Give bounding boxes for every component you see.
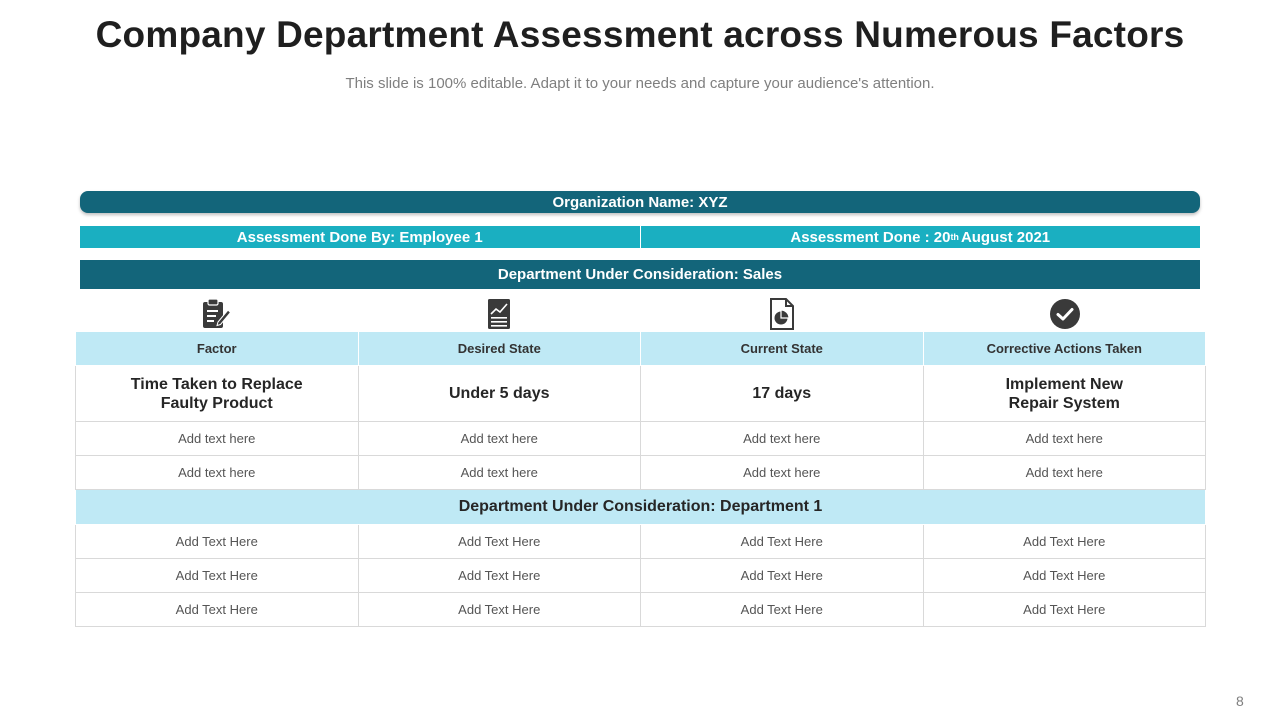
organization-bar bbox=[80, 191, 1200, 213]
table-row: Add text here Add text here Add text here Add text here bbox=[76, 422, 1206, 456]
table-header-row bbox=[76, 332, 1206, 366]
factor-cell: Time Taken to Replace Faulty Product bbox=[76, 366, 359, 422]
page-subtitle: This slide is 100% editable. Adapt it to your needs and capture your audience's attention. bbox=[345, 75, 935, 92]
chart-document-icon bbox=[486, 298, 512, 330]
assessment-table bbox=[75, 331, 1206, 627]
table-row bbox=[76, 366, 1206, 422]
page-title: Company Department Assessment across Numerous Factors bbox=[95, 14, 1185, 55]
header-current-state: Current State bbox=[641, 332, 924, 366]
header-corrective-actions: Corrective Actions Taken bbox=[923, 332, 1206, 366]
table-row: Add Text Here Add Text Here Add Text Here Add Text Here bbox=[76, 559, 1206, 593]
clipboard-edit-icon bbox=[201, 298, 231, 330]
assessment-date: Assessment Done : 20 th August 2021 bbox=[640, 226, 1201, 248]
check-circle-icon bbox=[1049, 298, 1081, 330]
column-icons bbox=[75, 297, 1206, 331]
header-desired-state: Desired State bbox=[358, 332, 641, 366]
assessment-by: Assessment Done By: Employee 1 bbox=[236, 228, 483, 246]
table-row: Add Text Here Add Text Here Add Text Here Add Text Here bbox=[76, 525, 1206, 559]
department-sales-bar: Department Under Consideration: Sales bbox=[80, 260, 1200, 289]
header-factor: Factor bbox=[76, 332, 359, 366]
desired-state-cell: Under 5 days bbox=[358, 366, 641, 422]
organization-name: Organization Name: XYZ bbox=[552, 193, 728, 211]
page-number: 8 bbox=[1236, 693, 1244, 709]
department-1-label: Department Under Consideration: Department 1 bbox=[76, 490, 1206, 525]
assessment-bar bbox=[80, 226, 1200, 248]
table-row: Add Text Here Add Text Here Add Text Here Add Text Here bbox=[76, 593, 1206, 627]
table-row: Add text here Add text here Add text here Add text here bbox=[76, 456, 1206, 490]
pie-document-icon bbox=[768, 298, 796, 330]
current-state-cell: 17 days bbox=[641, 366, 924, 422]
corrective-action-cell: Implement New Repair System bbox=[923, 366, 1206, 422]
department-1-row bbox=[76, 490, 1206, 525]
